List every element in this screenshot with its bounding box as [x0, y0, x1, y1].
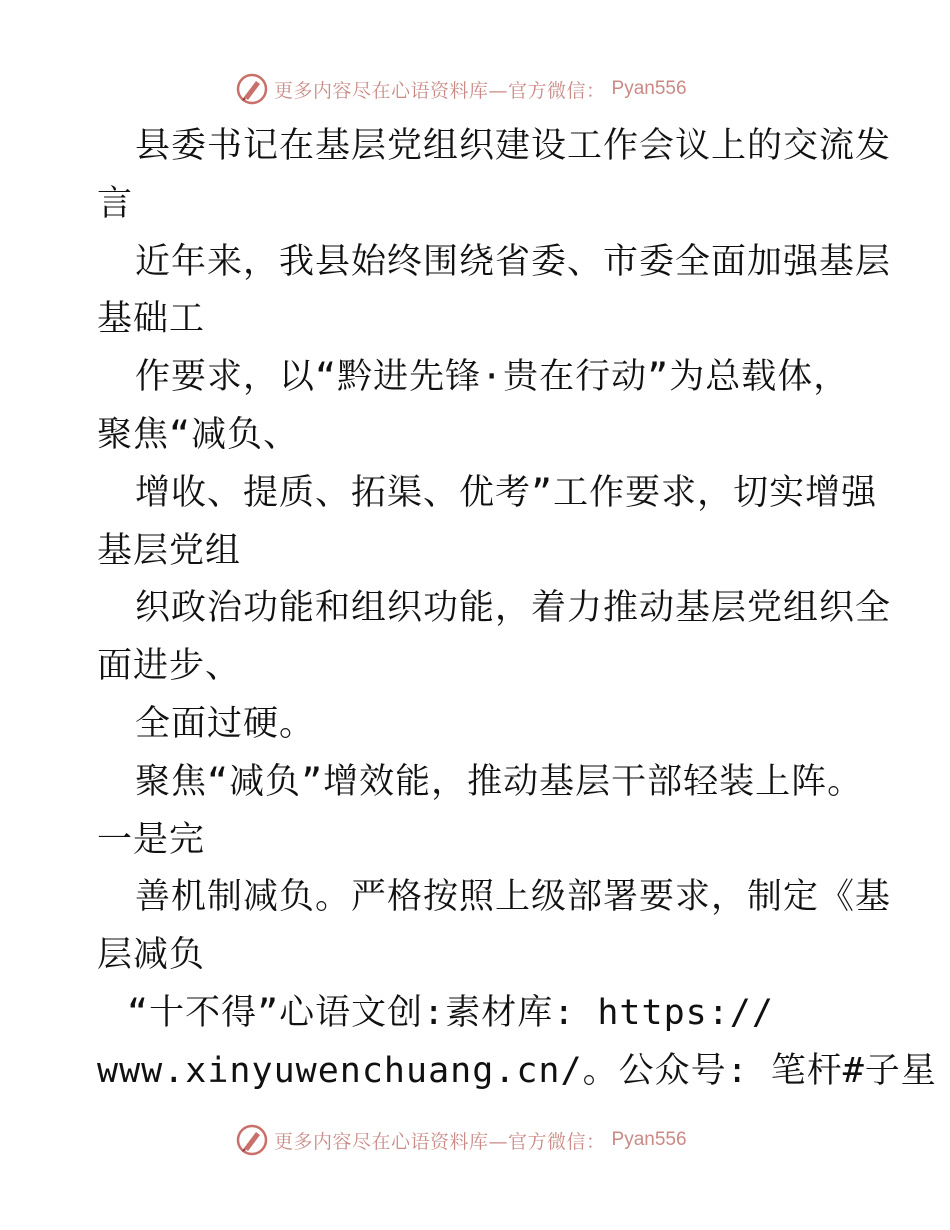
- header-watermark: [236, 72, 687, 106]
- watermark-account: Pyan556: [611, 1129, 687, 1150]
- text-line: 作要求，以“黔进先锋·贵在行动”为总载体，: [135, 357, 850, 398]
- text-line: 基层党组: [97, 530, 242, 571]
- text-line: 一是完: [97, 819, 206, 860]
- text-line: 聚焦“减负、: [97, 414, 300, 455]
- footer-watermark: [236, 1123, 687, 1157]
- text-line: 基础工: [97, 299, 206, 340]
- document-body: [97, 118, 937, 1101]
- watermark-text: 更多内容尽在心语资料库—官方微信：: [274, 1130, 606, 1153]
- pen-logo-icon: [236, 1124, 268, 1156]
- pen-logo-icon: [236, 73, 268, 105]
- text-line: “十不得”心语文创:素材库: https://: [127, 992, 774, 1033]
- text-line: www.xinyuwenchuang.cn/。公众号: 笔杆#子星: [97, 1050, 937, 1091]
- title-line-2: 言: [97, 183, 134, 224]
- text-line: 增收、提质、拓渠、优考”工作要求，切实增强: [135, 472, 878, 513]
- title-line-1: 县委书记在基层党组织建设工作会议上的交流发: [135, 126, 892, 166]
- text-line: 面进步、: [97, 646, 242, 687]
- watermark-text: 更多内容尽在心语资料库—官方微信：: [274, 79, 606, 102]
- text-line: 全面过硬。: [135, 703, 316, 744]
- text-line: 近年来，我县始终围绕省委、市委全面加强基层: [135, 241, 892, 282]
- text-line: 织政治功能和组织功能，着力推动基层党组织全: [135, 588, 892, 629]
- text-line: 层减负: [97, 935, 206, 976]
- text-line: 善机制减负。严格按照上级部署要求，制定《基: [135, 877, 892, 918]
- text-line: 聚焦“减负”增效能，推动基层干部轻装上阵。: [135, 761, 864, 802]
- watermark-account: Pyan556: [611, 78, 687, 99]
